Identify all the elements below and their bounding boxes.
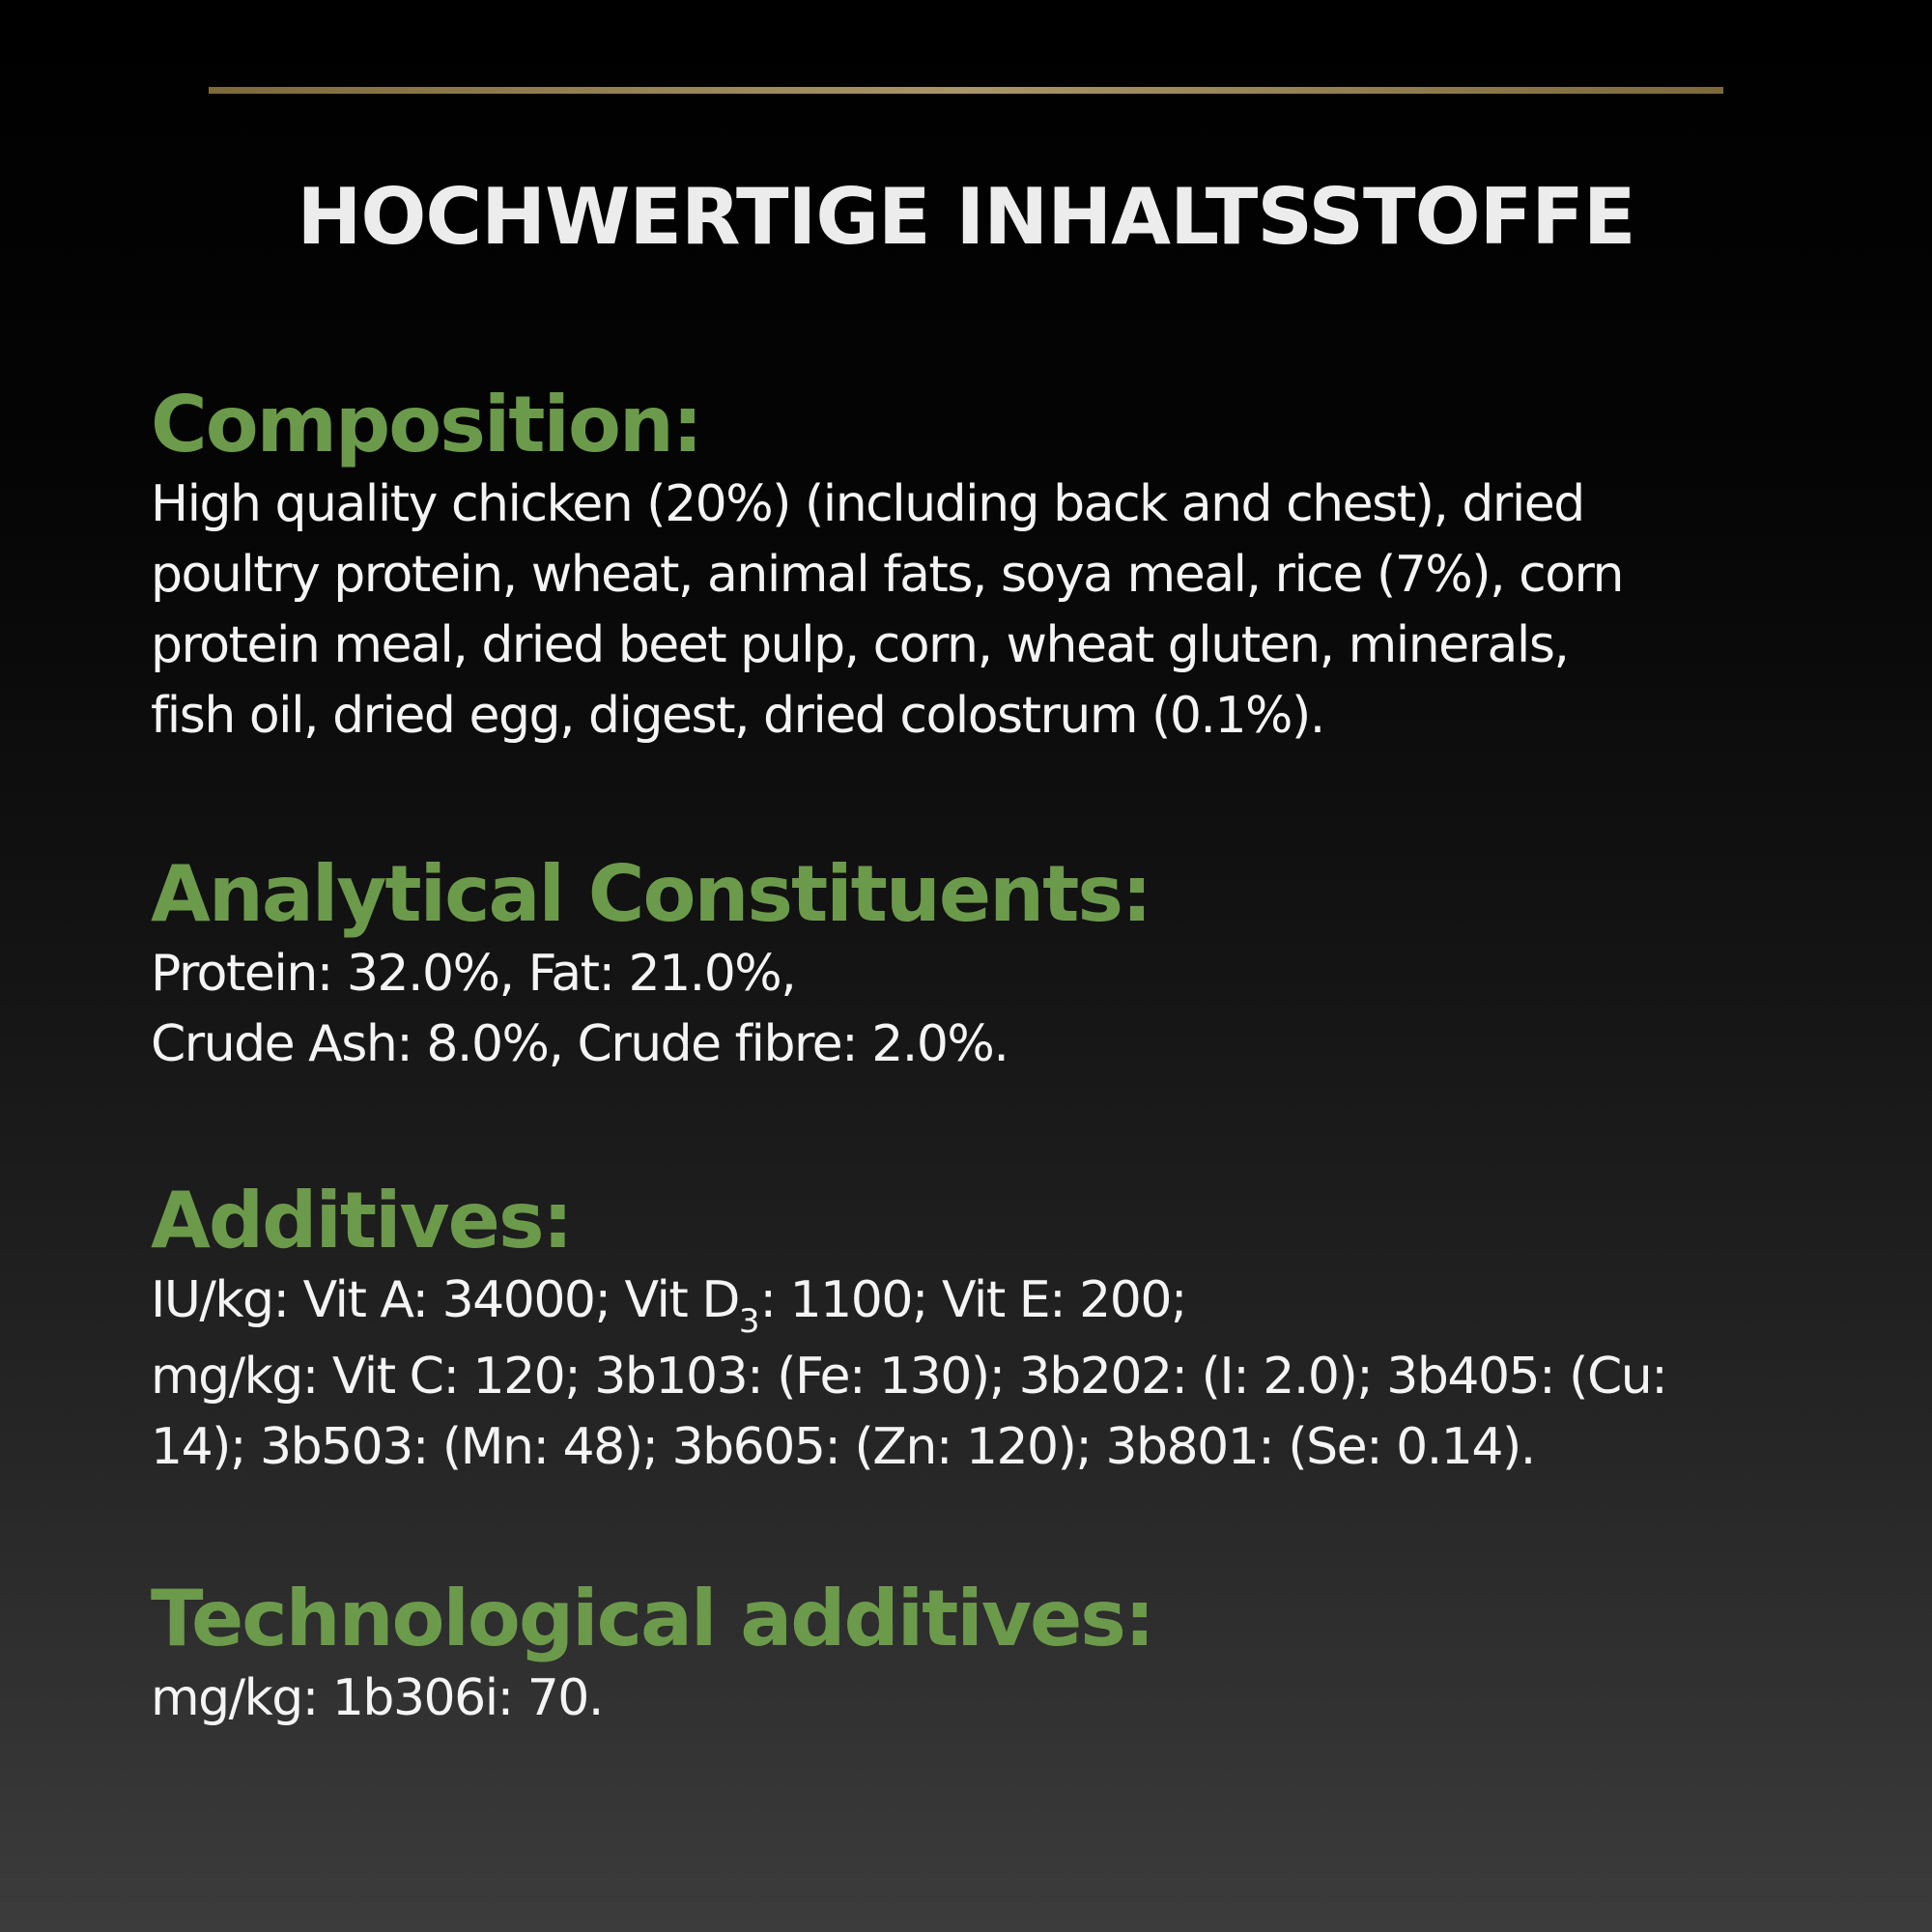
gold-divider-rule [209, 87, 1723, 94]
additives-line-end: : 1100; Vit E: 200; [759, 1271, 1186, 1329]
technological-additives-section [151, 1575, 1793, 1734]
composition-line: poultry protein, wheat, animal fats, soya meal, rice (7%), corn [151, 546, 1623, 604]
composition-line: protein meal, dried beet pulp, corn, wheat gluten, minerals, [151, 616, 1569, 674]
technological-additives-text [151, 1663, 1793, 1734]
vitamin-d-subscript: 3 [738, 1302, 760, 1341]
technological-additives-heading: Technological additives: [151, 1574, 1153, 1663]
analytical-constituents-text [151, 939, 1793, 1080]
additives-line: mg/kg: Vit C: 120; 3b103: (Fe: 130); 3b202: (I: 2.0); 3b405: (Cu: [151, 1348, 1667, 1406]
additives-text [151, 1265, 1793, 1483]
page-title: HOCHWERTIGE INHALTSSTOFFE [297, 172, 1635, 262]
technological-line: mg/kg: 1b306i: 70. [151, 1669, 603, 1727]
analytical-line: Crude Ash: 8.0%, Crude fibre: 2.0%. [151, 1015, 1009, 1073]
additives-heading: Additives: [151, 1176, 572, 1265]
composition-text [151, 469, 1793, 752]
additives-section [151, 1177, 1793, 1483]
composition-line: High quality chicken (20%) (including back and chest), dried [151, 475, 1584, 533]
additives-line: 14); 3b503: (Mn: 48); 3b605: (Zn: 120); 3b801: (Se: 0.14). [151, 1418, 1535, 1476]
additives-line-vitamins [151, 1265, 1793, 1342]
composition-section [151, 381, 1793, 752]
analytical-line: Protein: 32.0%, Fat: 21.0%, [151, 945, 796, 1003]
analytical-constituents-section [151, 850, 1793, 1080]
analytical-constituents-heading: Analytical Constituents: [151, 849, 1151, 939]
additives-line-start: IU/kg: Vit A: 34000; Vit D [151, 1271, 739, 1329]
composition-heading: Composition: [151, 380, 701, 469]
composition-line: fish oil, dried egg, digest, dried colostrum (0.1%). [151, 687, 1324, 745]
